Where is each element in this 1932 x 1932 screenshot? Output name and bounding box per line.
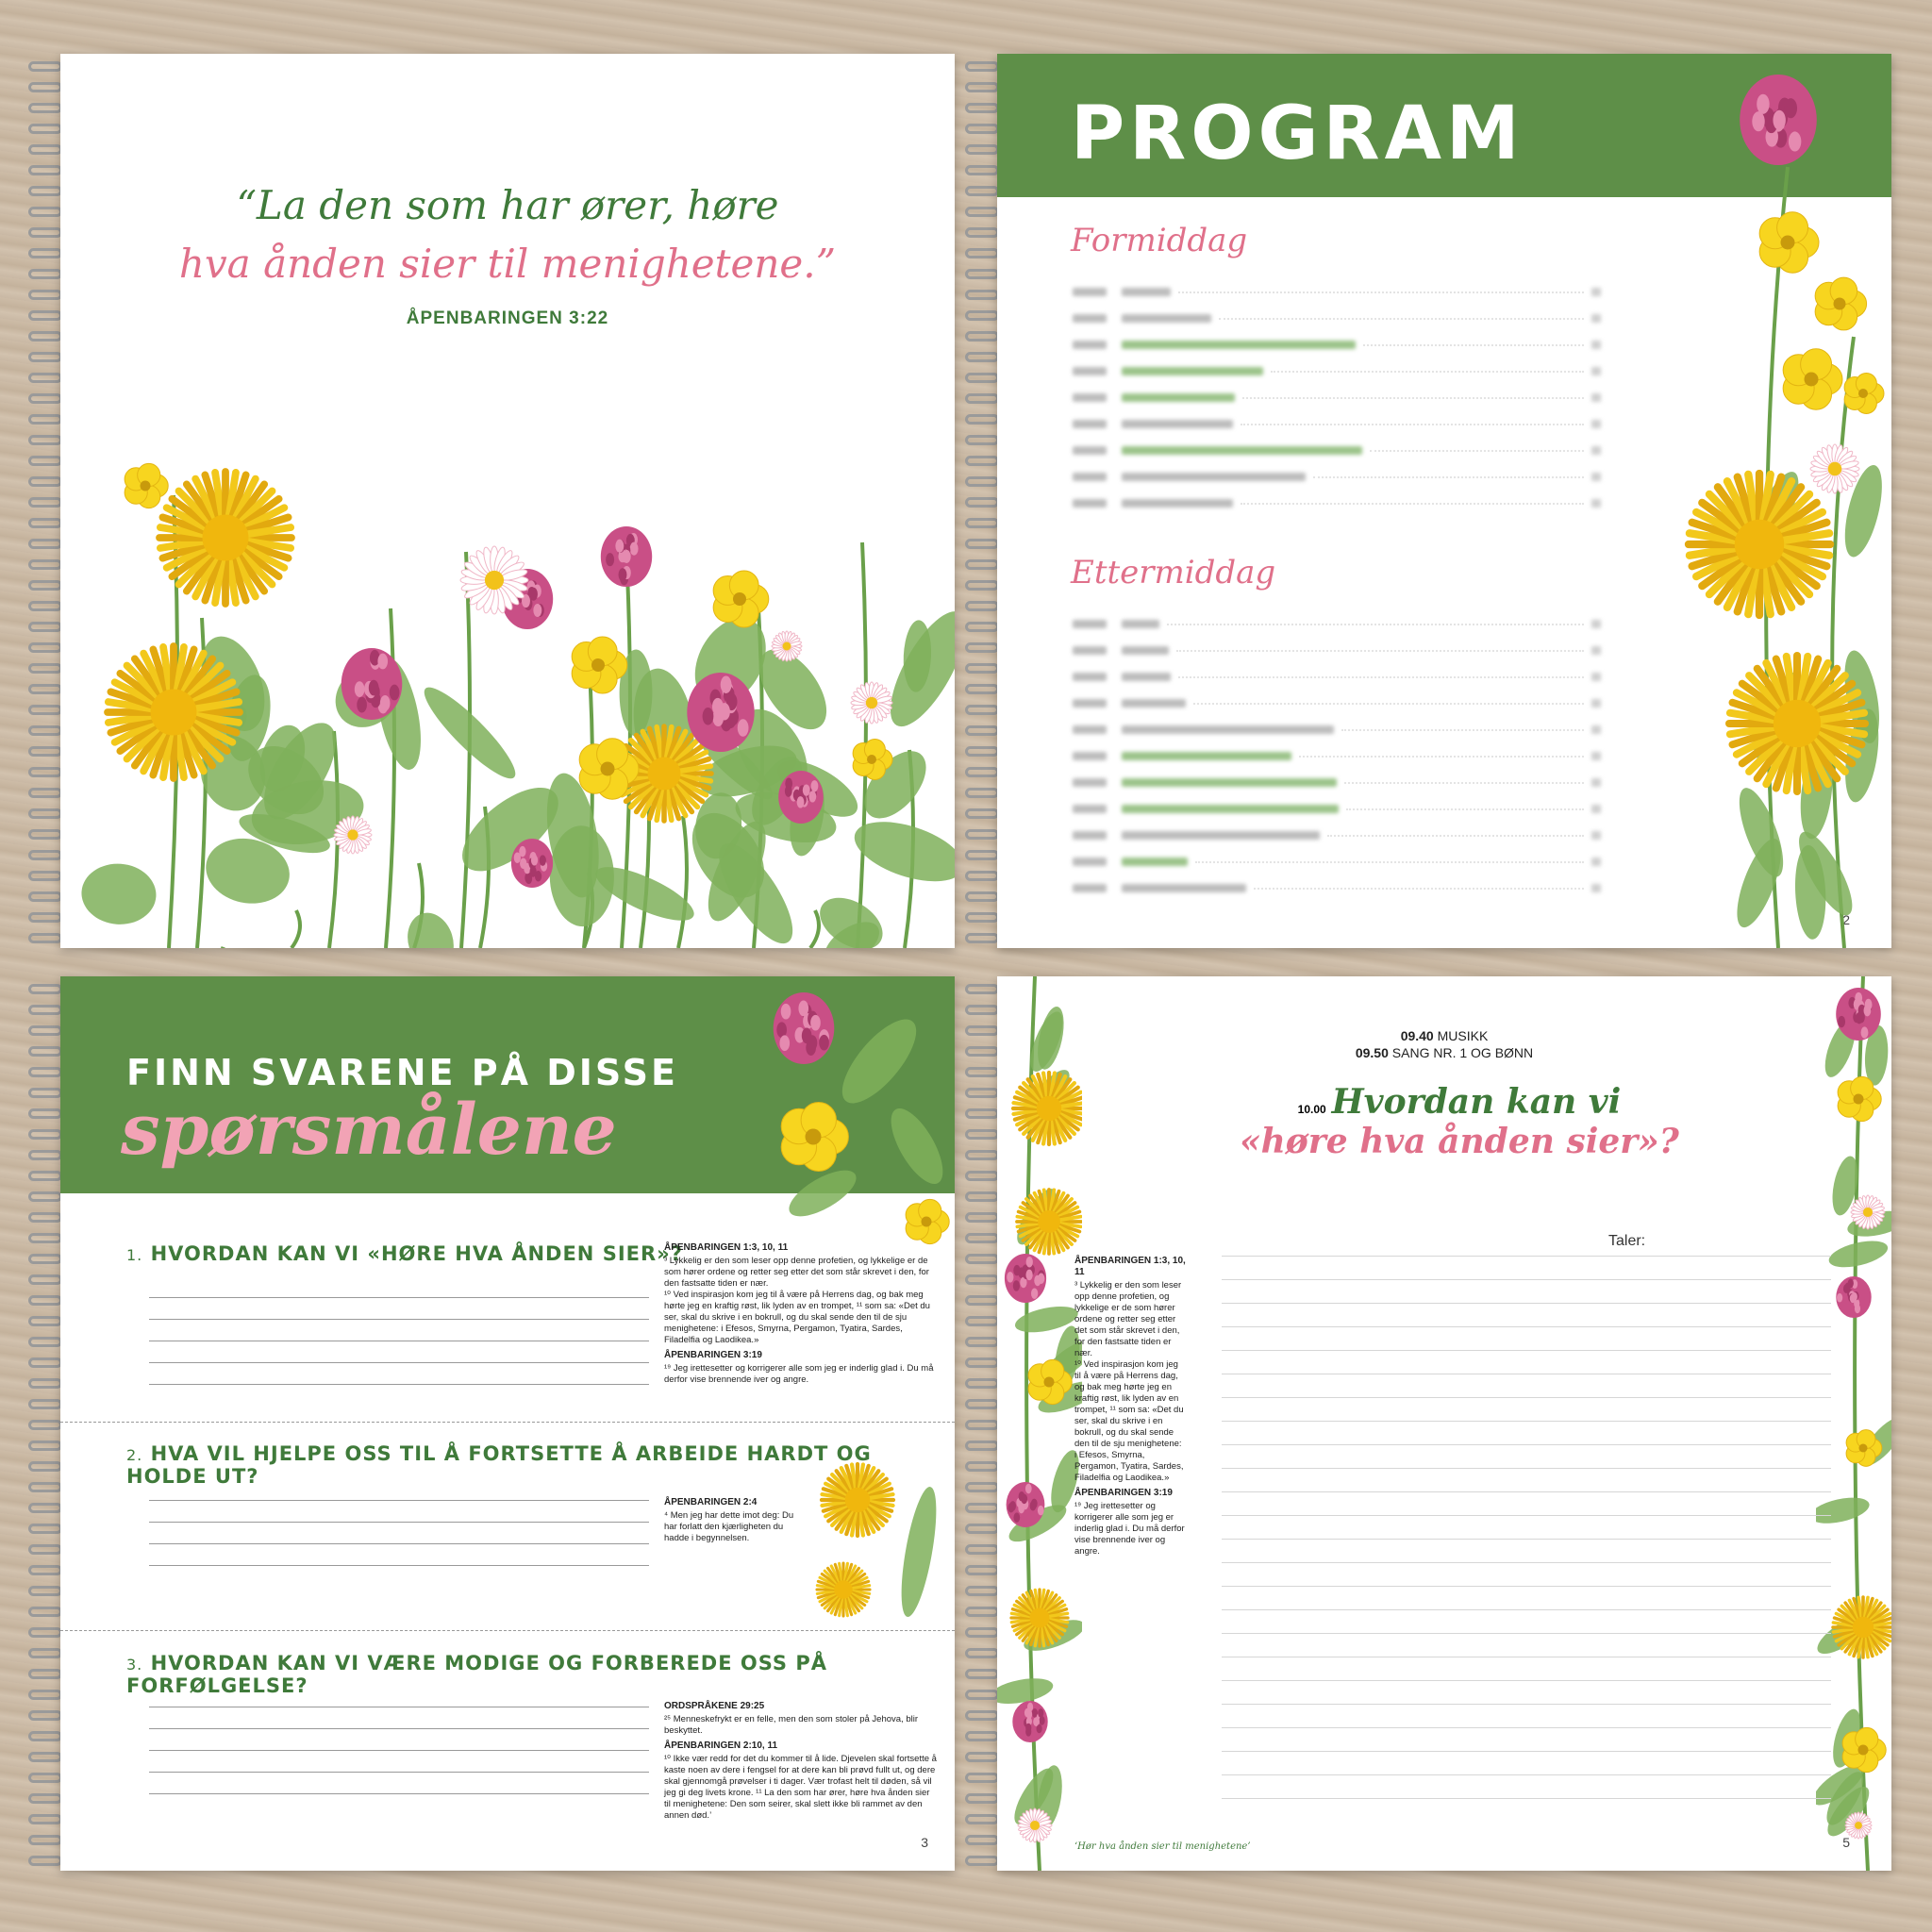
section-heading-morning: Formiddag [1071, 222, 1248, 259]
page-talk-notes [997, 976, 1891, 1871]
scripture-box [664, 1239, 938, 1386]
scripture-text: ³ Lykkelig er den som leser opp denne profetien, og lykkelige er de som hører ordene og retter seg etter det som står skrevet i den, for den fastsatte tiden er nær. ¹⁰ Ved inspirasjon kom jeg til å være på Herrens dag, og bak meg hørte jeg en kraftig røst, lik lyden av en trompet, ¹¹ som sa: «Det du ser, skal du skrive i en bokrull, og du skal sende den til de sju menighetene: i Efesos, Smyrna, Pergamon, Tyatira, Sardes, Filadelfia og Laodikea.» [664, 1256, 930, 1345]
spiral-binding [26, 54, 64, 948]
program-row [1073, 278, 1601, 305]
question-text: HVORDAN KAN VI VÆRE MODIGE OG FORBEREDE OSS PÅ FORFØLGELSE? [126, 1652, 828, 1697]
divider [60, 1422, 955, 1423]
scripture-reference: ÅPENBARINGEN 1:3, 10, 11 [664, 1242, 789, 1253]
note-lines [1222, 1256, 1831, 1822]
program-row [1073, 384, 1601, 410]
page-number: 5 [1842, 1835, 1850, 1850]
quote-reference: ÅPENBARINGEN 3:22 [406, 308, 609, 328]
talk-title-line-2: «høre hva ånden sier»? [1240, 1122, 1679, 1161]
scripture-reference: ÅPENBARINGEN 2:4 [664, 1497, 758, 1507]
talk-title-line-1: Hvordan kan vi [1331, 1082, 1622, 1122]
schedule-time: 09.40 [1400, 1028, 1434, 1043]
scripture-box [1074, 1252, 1186, 1557]
talk-time: 10.00 [1297, 1102, 1326, 1116]
program-row [1073, 463, 1601, 490]
answer-lines [149, 1297, 649, 1406]
spiral-binding [963, 54, 1001, 948]
program-row [1073, 305, 1601, 331]
question-number: 1. [126, 1246, 143, 1264]
scripture-text: ²⁵ Menneskefrykt er en felle, men den som stoler på Jehova, blir beskyttet. [664, 1714, 919, 1736]
page-cover-quote [60, 54, 955, 948]
flower-meadow-illustration [60, 420, 955, 948]
scripture-reference: ÅPENBARINGEN 3:19 [1074, 1488, 1173, 1498]
scripture-text: ⁴ Men jeg har dette imot deg: Du har forlatt den kjærligheten du hadde i begynnelsen. [664, 1510, 794, 1543]
question-3 [126, 1652, 955, 1697]
talk-title [1195, 1082, 1724, 1161]
scripture-text: ¹⁹ Jeg irettesetter og korrigerer alle som jeg er inderlig glad i. Du må derfor vise brennende iver og angre. [1074, 1501, 1185, 1557]
spiral-binding [26, 976, 64, 1871]
scripture-reference: ÅPENBARINGEN 2:10, 11 [664, 1740, 778, 1751]
page-program [997, 54, 1891, 948]
answer-lines [149, 1707, 649, 1815]
page-title: PROGRAM [1071, 92, 1524, 176]
scripture-box [664, 1493, 796, 1544]
program-row [1073, 358, 1601, 384]
question-1 [126, 1242, 683, 1265]
flower-border-left-illustration [997, 976, 1082, 1871]
program-list-afternoon [1073, 610, 1601, 901]
program-row [1073, 742, 1601, 769]
schedule-time: 09.50 [1355, 1045, 1389, 1060]
footer-text: ‘Hør hva ånden sier til menighetene’ [1074, 1841, 1251, 1852]
program-row [1073, 410, 1601, 437]
scripture-text: ³ Lykkelig er den som leser opp denne profetien, og lykkelige er de som hører ordene og retter seg etter det som står skrevet i den, for den fastsatte tiden er nær. ¹⁰ Ved inspirasjon kom jeg til å være på Herrens dag, og bak meg hørte jeg en kraftig røst, lik lyden av en trompet, ¹¹ som sa: «Det du ser, skal du skrive i en bokrull, og du skal sende den til de sju menighetene: i Efesos, Smyrna, Pergamon, Tyatira, Sardes, Filadelfia og Laodikea.» [1074, 1280, 1184, 1483]
program-row [1073, 437, 1601, 463]
section-heading-afternoon: Ettermiddag [1071, 554, 1276, 591]
page-number: 3 [921, 1835, 928, 1850]
program-row [1073, 610, 1601, 637]
question-text: HVA VIL HJELPE OSS TIL Å FORTSETTE Å ARBEIDE HARDT OG HOLDE UT? [126, 1442, 872, 1488]
program-row [1073, 769, 1601, 795]
quote [60, 176, 955, 293]
program-row [1073, 490, 1601, 516]
question-text: HVORDAN KAN VI «HØRE HVA ÅNDEN SIER»? [150, 1242, 683, 1265]
schedule-text: MUSIKK [1437, 1028, 1489, 1043]
scripture-text: ¹⁰ Ikke vær redd for det du kommer til å lide. Djevelen skal fortsette å kaste noen av dere i fengsel for at dere kan bli prøvd fullt ut, og dere skal gjennomgå prøvelser i ti dager. Vær trofast helt til døden, så vil jeg gi deg livets krone. ¹¹ La den som har ører, høre hva ånden sier til menighetene: Den som seirer, skal slett ikke bli rammet av den annen død.’ [664, 1754, 937, 1821]
program-row [1073, 874, 1601, 901]
program-row [1073, 637, 1601, 663]
program-list-morning [1073, 278, 1601, 516]
scripture-reference: ORDSPRÅKENE 29:25 [664, 1701, 765, 1711]
header-line-2: spørsmålene [121, 1090, 617, 1171]
scripture-box [664, 1697, 938, 1822]
program-row [1073, 663, 1601, 690]
program-row [1073, 848, 1601, 874]
question-number: 3. [126, 1656, 143, 1674]
page-number: 2 [1842, 912, 1850, 927]
program-row [1073, 795, 1601, 822]
program-row [1073, 331, 1601, 358]
answer-lines [149, 1500, 649, 1587]
scripture-reference: ÅPENBARINGEN 3:19 [664, 1350, 762, 1360]
divider [60, 1630, 955, 1631]
header-line-1: FINN SVARENE PÅ DISSE [126, 1052, 678, 1093]
speaker-label: Taler: [1608, 1233, 1646, 1249]
page-questions [60, 976, 955, 1871]
spiral-binding [963, 976, 1001, 1871]
scripture-text: ¹⁹ Jeg irettesetter og korrigerer alle som jeg er inderlig glad i. Du må derfor vise brennende iver og angre. [664, 1363, 934, 1385]
scripture-reference: ÅPENBARINGEN 1:3, 10, 11 [1074, 1256, 1186, 1277]
quote-line-1: “La den som har ører, høre [236, 182, 779, 228]
schedule-text: SANG NR. 1 OG BØNN [1391, 1045, 1534, 1060]
program-row [1073, 690, 1601, 716]
schedule-item [997, 1028, 1891, 1043]
schedule-item [997, 1045, 1891, 1060]
flower-corner-illustration [738, 976, 955, 1259]
program-row [1073, 822, 1601, 848]
dandelion-illustration [806, 1448, 947, 1627]
quote-line-2: hva ånden sier til menighetene.” [178, 241, 837, 287]
question-number: 2. [126, 1446, 143, 1464]
program-row [1073, 716, 1601, 742]
flower-border-illustration [1646, 54, 1891, 948]
